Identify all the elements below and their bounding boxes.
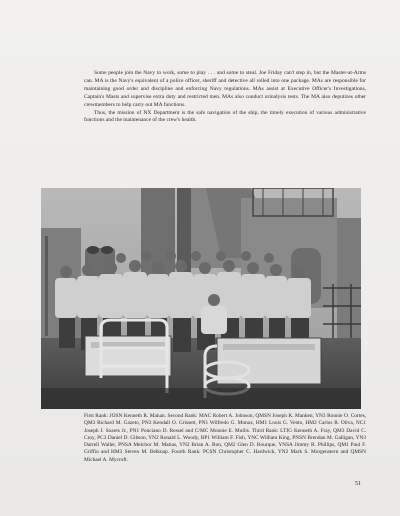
crew-photo: [41, 188, 361, 409]
body-paragraph-2: Thus, the mission of NX Department is the safe navigation of the ship, the timely execution of various administrative functions and the maintenance of the crew's health.: [84, 109, 366, 124]
photo-caption: [84, 413, 366, 464]
crew-photo-image: [41, 188, 361, 409]
page-number: 51: [355, 481, 361, 487]
body-paragraph-1: Some people join the Navy to work, some to play . . . and some to steal. Joe Friday can't step in, but the Master-at-Arms can. MA is the Navy's equivalent of a police officer, sheriff and detective all rolled into one package. MAs are responsible for maintaining good order and discipline and enforcing Navy regulations. MAs assist at Executive Officer's Investigations, Captain's Masts and supervise extra duty and restricted men. MAs also conduct urinalysis tests. The MA also deputizes other crewmembers to help carry out MA functions.: [84, 70, 366, 108]
body-text: [84, 70, 366, 125]
caption-text: First Rank: JOSN Kenneth R. Mahan. Second Rank: MAC Robert A. Johnson, QMSN Joseph K. Manken, YN3 Ronnie O. Cortes, QM3 Richard M. Gazeto, PN3 Kendall O. Grissett, PN1 Wilfredo G. Munoz, HM1 Louis G. Vento, HM2 Carlos R. Oliva, NC1 Joseph J. Soares Jr., PN1 Ponciano D. Ressel and C/MC Monnie E. Mullis. Third Rank: LTJG Kenneth A. Fray, QM3 David C. Croy, PC3 Daniel D. Gibson, YN2 Ronald L. Woody, BP1 William F. Fish, YNC William King, PNSN Brendan M. Galligan, YN3 Darrell Waller, PNSA Melchor M. Matias, YN2 Brian A. Bon, QM2 Glen D. Bourque, YNSA Jimmy R. Phillips, QM1 Paul F. Griffio and HM3 Steven M. Belknap. Fourth Rank: PCSN Christopher C. Hardwick, YN2 Mark S. Morgenstern and QMSN Michael A. Mycroft.: [84, 413, 366, 463]
